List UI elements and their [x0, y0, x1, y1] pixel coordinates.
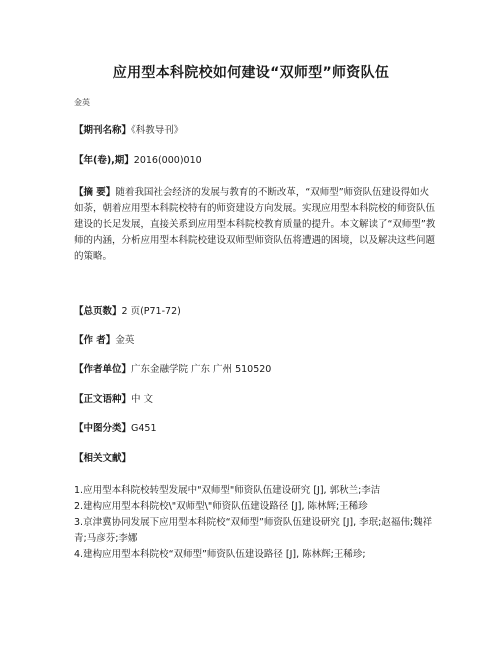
classification-label: 【中图分类】	[74, 423, 132, 434]
abstract-label: 【摘 要】	[74, 187, 116, 198]
affiliation-value: 广东金融学院 广东 广州 510520	[131, 364, 272, 375]
language-value: 中 文	[131, 394, 154, 405]
author-line: 金英	[74, 98, 90, 107]
year-value: 2016(000)010	[133, 155, 202, 166]
reference-list	[74, 483, 436, 563]
author-value: 金英	[115, 335, 135, 346]
pages-field	[74, 305, 434, 319]
affiliation-label: 【作者单位】	[74, 364, 132, 375]
related-label: 【相关文献】	[74, 453, 132, 464]
document-title: 应用型本科院校如何建设“双师型”师资队伍	[112, 65, 390, 81]
classification-field	[74, 422, 434, 436]
reference-item: 4.建构应用型本科院校“双师型”师资队伍建设路径 [J], 陈林辉;王稀珍;	[74, 549, 366, 560]
journal-field	[74, 124, 434, 138]
language-field	[74, 393, 434, 407]
classification-value: G451	[131, 423, 157, 434]
author-field	[74, 334, 434, 348]
related-field	[74, 452, 434, 466]
journal-label: 【期刊名称】	[74, 125, 132, 136]
language-label: 【正文语种】	[74, 394, 132, 405]
year-field	[74, 154, 434, 168]
pages-value: 2 页(P71-72)	[121, 306, 181, 317]
journal-value: 《科教导刊》	[131, 125, 184, 136]
abstract-value: 随着我国社会经济的发展与教育的不断改革，“双师型”师资队伍建设得如火如荼，朝着应用型本科院校特有的师资建设方向发展。实现应用型本科院校的师资队伍建设的长足发展，直接关系到应用型本科院校教育质量的提升。本文解读了“双师型”教师的内涵，分析应用型本科院校建设双师型师资队伍将遭遇的困境，以及解决这些问题的策略。	[74, 187, 436, 262]
abstract-field	[74, 185, 436, 265]
reference-item: 2.建构应用型本科院校\"双师型\"师资队伍建设路径 [J], 陈林辉;王稀珍	[74, 501, 368, 512]
reference-item: 3.京津冀协同发展下应用型本科院校“双师型”师资队伍建设研究 [J], 李珉;赵福伟;魏祥青;马彦芬;李娜	[74, 517, 433, 544]
pages-label: 【总页数】	[74, 306, 122, 317]
reference-item: 1.应用型本科院校转型发展中"双师型"师资队伍建设研究 [J], 郭秋兰;李洁	[74, 485, 381, 496]
affiliation-field	[74, 363, 434, 377]
author-label: 【作 者】	[74, 335, 116, 346]
year-label: 【年(卷),期】	[74, 155, 134, 166]
